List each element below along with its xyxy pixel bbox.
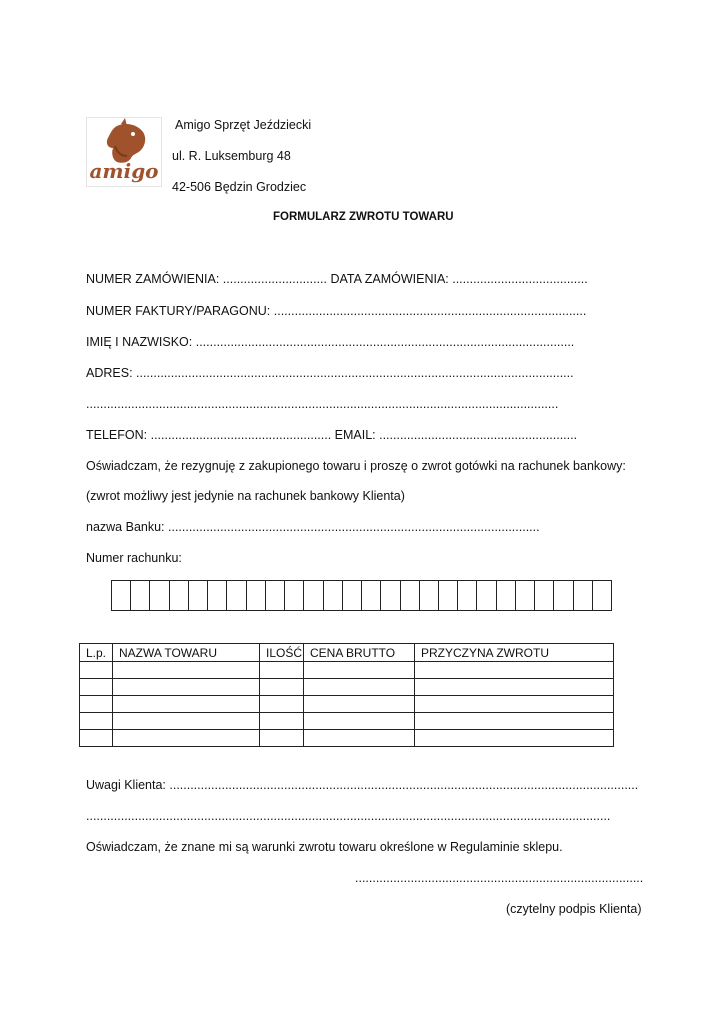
table-row — [80, 662, 614, 679]
account-digit-box[interactable] — [247, 581, 266, 610]
account-digit-box[interactable] — [189, 581, 208, 610]
table-cell[interactable] — [113, 696, 260, 713]
account-digit-box[interactable] — [343, 581, 362, 610]
account-digit-box[interactable] — [516, 581, 535, 610]
invoice-number-field[interactable]: NUMER FAKTURY/PARAGONU: .......................................................................................... — [86, 304, 587, 318]
signature-caption: (czytelny podpis Klienta) — [506, 902, 642, 916]
account-digit-box[interactable] — [497, 581, 516, 610]
account-digit-box[interactable] — [477, 581, 496, 610]
table-cell[interactable] — [415, 679, 614, 696]
table-cell[interactable] — [113, 679, 260, 696]
account-digit-box[interactable] — [401, 581, 420, 610]
table-cell[interactable] — [304, 679, 415, 696]
table-cell[interactable] — [113, 730, 260, 747]
full-name-field[interactable]: IMIĘ I NAZWISKO: ............................................................................................................. — [86, 335, 575, 349]
table-row — [80, 696, 614, 713]
table-cell[interactable] — [80, 730, 113, 747]
customer-remarks-field-continued[interactable]: ....................................................................................................................................................... — [86, 809, 611, 823]
signature-field[interactable]: ................................................................................... — [355, 871, 644, 885]
account-digit-box[interactable] — [285, 581, 304, 610]
table-cell[interactable] — [415, 730, 614, 747]
account-digit-box[interactable] — [324, 581, 343, 610]
refund-statement: Oświadczam, że rezygnuję z zakupionego towaru i proszę o zwrot gotówki na rachunek bankowy: — [86, 459, 626, 473]
table-cell[interactable] — [260, 696, 304, 713]
account-digit-box[interactable] — [304, 581, 323, 610]
company-name: Amigo Sprzęt Jeździecki — [175, 118, 312, 132]
table-cell[interactable] — [113, 713, 260, 730]
bank-name-field[interactable]: nazwa Banku: ........................................................................................................... — [86, 520, 540, 534]
account-digit-box[interactable] — [150, 581, 169, 610]
table-cell[interactable] — [415, 662, 614, 679]
form-title: FORMULARZ ZWROTU TOWARU — [273, 211, 454, 223]
table-cell[interactable] — [304, 730, 415, 747]
column-header-gross-price: CENA BRUTTO — [304, 644, 415, 662]
table-cell[interactable] — [304, 713, 415, 730]
refund-note: (zwrot możliwy jest jedynie na rachunek bankowy Klienta) — [86, 489, 405, 503]
company-logo — [86, 117, 162, 187]
account-digit-box[interactable] — [362, 581, 381, 610]
table-cell[interactable] — [113, 662, 260, 679]
account-digit-box[interactable] — [112, 581, 131, 610]
table-row — [80, 679, 614, 696]
account-digit-box[interactable] — [227, 581, 246, 610]
account-digit-box[interactable] — [266, 581, 285, 610]
account-digit-box[interactable] — [439, 581, 458, 610]
horse-head-logo-icon — [87, 118, 161, 186]
account-digit-box[interactable] — [420, 581, 439, 610]
account-digit-box[interactable] — [131, 581, 150, 610]
table-cell[interactable] — [304, 696, 415, 713]
table-cell[interactable] — [80, 662, 113, 679]
account-digit-box[interactable] — [535, 581, 554, 610]
table-header-row — [80, 644, 614, 662]
account-digit-box[interactable] — [208, 581, 227, 610]
address-field[interactable]: ADRES: .............................................................................................................................. — [86, 366, 574, 380]
table-row — [80, 730, 614, 747]
account-digit-box[interactable] — [554, 581, 573, 610]
table-cell[interactable] — [80, 713, 113, 730]
account-digit-box[interactable] — [170, 581, 189, 610]
return-items-table — [79, 643, 614, 747]
account-number-boxes[interactable] — [111, 580, 612, 611]
table-cell[interactable] — [260, 679, 304, 696]
column-header-lp: L.p. — [80, 644, 113, 662]
table-row — [80, 713, 614, 730]
column-header-return-reason: PRZYCZYNA ZWROTU — [415, 644, 614, 662]
account-number-label: Numer rachunku: — [86, 551, 182, 565]
column-header-quantity: ILOŚĆ — [260, 644, 304, 662]
customer-remarks-field[interactable]: Uwagi Klienta: ....................................................................................................................................... — [86, 778, 639, 792]
table-cell[interactable] — [80, 696, 113, 713]
table-cell[interactable] — [260, 730, 304, 747]
company-city: 42-506 Będzin Grodziec — [172, 180, 307, 194]
column-header-product-name: NAZWA TOWARU — [113, 644, 260, 662]
table-cell[interactable] — [260, 662, 304, 679]
address-field-continued[interactable]: ........................................................................................................................................ — [86, 397, 559, 411]
phone-email-field[interactable]: TELEFON: .................................................... EMAIL: ......................................................... — [86, 428, 578, 442]
company-street: ul. R. Luksemburg 48 — [172, 149, 291, 163]
table-cell[interactable] — [260, 713, 304, 730]
terms-statement: Oświadczam, że znane mi są warunki zwrotu towaru określone w Regulaminie sklepu. — [86, 840, 563, 854]
order-number-date-field[interactable]: NUMER ZAMÓWIENIA: .............................. DATA ZAMÓWIENIA: ....................................... — [86, 272, 588, 286]
account-digit-box[interactable] — [458, 581, 477, 610]
table-cell[interactable] — [415, 713, 614, 730]
account-digit-box[interactable] — [381, 581, 400, 610]
table-cell[interactable] — [304, 662, 415, 679]
table-cell[interactable] — [415, 696, 614, 713]
account-digit-box[interactable] — [574, 581, 593, 610]
account-digit-box[interactable] — [593, 581, 611, 610]
logo-wordmark: amigo — [89, 159, 159, 183]
table-cell[interactable] — [80, 679, 113, 696]
